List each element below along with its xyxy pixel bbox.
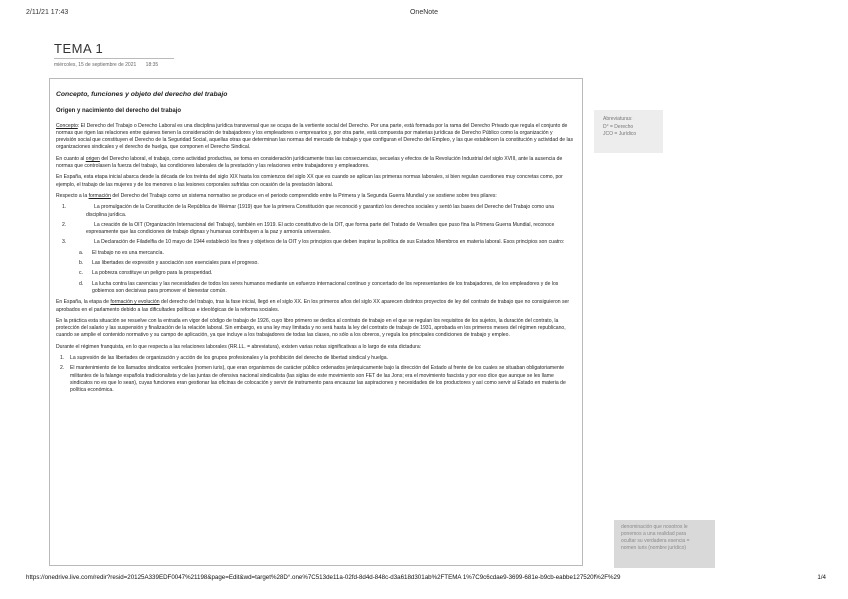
sublist-letter: d. <box>79 280 84 287</box>
list-item-text: La promulgación de la Constitución de la República de Weimar (1919) que fue la primera Constitución que reconoció y garantizó los derechos sociales y sentó las bases del Derecho del Trabajo como una disciplina jurídica. <box>86 204 555 218</box>
paragraph-codigo-1926: En la práctica esta situación se resuelve con la entrada en vigor del código de trabajo de 1926, cuyo libro primero se dedica al contrato de trabajo en el que se regulan los requisitos de los sujetos, la duración del contrato, la protección del salario y las suspensión y finalización de la relación laboral. Sin embargo, es una ley muy limitada y no será hasta la ley del contrato de trabajo de 1931, aprobada en los primeros meses del régimen republicano, cuando se amplie el contenido normativo y su campo de aplicación, ya que incluye a los trabajadores de todas las clases, no sólo a los obreros, y regula los principales condiciones de trabajo y empleo. <box>56 317 566 339</box>
paragraph-text: Respecto a la <box>56 192 89 199</box>
page-meta <box>54 62 158 68</box>
sublist-letter: c. <box>79 270 83 277</box>
term-concepto: Concepto <box>56 122 78 129</box>
sublist-letter: a. <box>79 249 84 256</box>
sublist-item-text: Las libertades de expresión y asociación son esenciales para el progreso. <box>92 260 259 267</box>
doc-subheading: Origen y nacimiento del derecho del trabajo <box>56 108 182 115</box>
paragraph-text: En España, la etapa de <box>56 299 111 306</box>
paragraph-origen <box>56 156 574 171</box>
side-note-nomen-iuris[interactable] <box>614 520 715 568</box>
sublist-item <box>56 270 574 277</box>
doc-heading: Concepto, funciones y objeto del derecho del trabajo <box>56 91 228 98</box>
sublist-item-text: La lucha contra las carencias y las necesidades de todos los seres humanos mediante un esfuerzo internacional continuo y concertado de los representantes de los trabajadores, de los empleadores y de los gobiernos son decisivas para promover el bienestar común. <box>92 280 559 294</box>
note-container[interactable] <box>49 78 583 566</box>
sublist-item <box>56 281 574 296</box>
side-note-line: ponemos a una realidad para <box>621 531 687 537</box>
list-item-text: La creación de la OIT (Organización Internacional del Trabajo), también en 1919. El acto constitutivo de la OIT, que forma parte del Tratado de Versalles que puso fina la Primera Guerra Mundial, reconoce expresamente que las condiciones de trabajo dignas y humanas contribuyen a la paz y armonía universales. <box>86 221 555 236</box>
paragraph-text: del derecho del trabajo, tras la fase inicial, llegó en el siglo XX. En los primeros años del siglo XX aparecen distintos proyectos de ley del contrato de trabajo que no consiguieron ser aprobados en el parlamento debido a las dificultades políticas e ideológicas de la reforma sociales. <box>56 299 570 313</box>
franquismo-list <box>56 355 574 394</box>
list-item <box>56 239 574 246</box>
side-note-line: Abreviaturas: <box>603 116 633 122</box>
term-formacion-evolucion: formación y evolución <box>110 299 160 306</box>
paragraph-evolucion <box>56 299 574 314</box>
page-time: 18:35 <box>145 62 159 68</box>
print-footer <box>26 574 826 581</box>
title-divider <box>54 58 174 59</box>
paragraph-concepto <box>56 123 574 152</box>
list-number: 1. <box>62 204 67 211</box>
side-note-line: ocultar su verdadera esencia = <box>621 538 690 544</box>
paragraph-franquismo: Durante el régimen franquista, en lo que respecta a las relaciones laborales (RR.LL. = abreviatura), existen varias notas significativas a lo largo de esta dictadura: <box>56 343 422 350</box>
side-note-line: D° = Derecho <box>603 123 634 130</box>
list-item-text: La Declaración de Filadelfia de 10 mayo de 1944 estableció los fines y objetivos de la OIT y los principios que deben inspirar la política de sus Estados Miembros en materia laboral. Esos principios son cuatro: <box>94 239 565 246</box>
sublist-letter: b. <box>79 260 84 267</box>
paragraph-text: : El Derecho del Trabajo o Derecho Laboral es una disciplina jurídica transversal que se ocupa de la vertiente social del Derecho. Por una parte, está formada por la rama del Derecho Privado que regula el conjunto de normas que rigen las relaciones entre quienes tienen la consideración de trabajadores y los empleadores o empresarios y, por otra parte, está compuesta por materias jurídicas de Derecho Público como la organización y previsión social que constituyen el Derecho de la Seguridad Social, aquellas otras que determinan las normas del mercado de trabajo y que configuran el Derecho del Empleo, y las que establecen la constitución y actividad de las organizaciones sindicales y el derecho de huelga, que componen el Derecho Sindical. <box>56 122 574 151</box>
sublist-item <box>56 250 574 257</box>
paragraph-text: del Derecho del Trabajo como un sistema normativo se produce en el periodo comprendido entre la Primera y la Segunda Guerra Mundial y se sostiene sobre tres pilares: <box>110 192 497 199</box>
list-item <box>56 222 574 237</box>
list-item <box>56 355 574 362</box>
print-app-name: OneNote <box>409 9 439 16</box>
page-number: 1/4 <box>814 574 826 581</box>
side-note-line: denominación que nosotros le <box>621 524 688 530</box>
list-item <box>56 365 574 394</box>
paragraph-text: En cuanto al <box>56 155 86 162</box>
side-note-abbreviations[interactable] <box>594 110 663 153</box>
sublist-item-text: La pobreza constituye un peligro para la prosperidad. <box>92 270 213 277</box>
sublist-item <box>56 260 574 267</box>
page-title[interactable]: TEMA 1 <box>54 41 104 56</box>
list-number: 1. <box>60 355 65 362</box>
term-formacion: formación <box>88 192 111 199</box>
list-item-text: La supresión de las libertades de organización y acción de los grupos profesionales y la prohibición del derecho de libertad sindical y huelga. <box>70 355 388 362</box>
side-note-line: JCO = Jurídico <box>603 131 637 137</box>
print-date: 2/11/21 17:43 <box>26 9 69 16</box>
print-header <box>26 9 822 21</box>
term-origen: origen <box>85 155 100 162</box>
list-number: 3. <box>62 239 67 246</box>
paragraph-text: del Derecho laboral, el trabajo, como actividad productiva, se toma en consideración jurídicamente tras las consecuencias, secuelas y efectos de la Revolución Industrial del siglo XVIII, ante la ausencia de normas que controlasen la fuerza del trabajo, las condiciones laborales de la prestación y las relaciones entre trabajadores y empleadores. <box>56 155 563 170</box>
numbered-list <box>56 204 574 295</box>
list-number: 2. <box>62 221 67 228</box>
page-url[interactable]: https://onedrive.live.com/redir?resid=20125A339EDF0047%21198&page=Edit&wd=target%28D°.one%7C513de11a-02fd-8d4d-848c-d3a618d301ab%2FTEMA 1%7C9c6cdae9-3699-681e-b9cb-eabbe127520f%2F%29 <box>26 574 621 581</box>
paragraph-formacion <box>56 193 574 200</box>
list-item <box>56 204 574 219</box>
side-note-line: nomen iuris (nombre jurídico) <box>621 545 687 551</box>
sublist-item-text: El trabajo no es una mercancía. <box>92 249 164 256</box>
paragraph-espana: En España, esta etapa inicial abarca desde la década de los treinta del siglo XIX hasta los comienzos del siglo XX que es cuando se aplican las primeras normas laborales, si bien regulan cuestiones muy concretas como, por ejemplo, el trabajo de las mujeres y de los menores o las lesiones corporales sufridas con ocasión de la prestación laboral. <box>56 174 563 188</box>
page-date: miércoles, 15 de septiembre de 2021 <box>54 62 137 68</box>
list-item-text: El mantenimiento de los llamados sindicatos verticales (nomen iuris), que eran organismos de carácter público ordenados jerárquicamente bajo la dirección del Estado al frente de los cuales se situaban obligatoriamente militantes de la falange española tradicionalista y de las juntas de ofensiva nacional sindicalista (las siglas de este movimiento son FET de las Jons; era el movimiento fascista y por eso dice que aunque se les llame sindicatos no es que lo sean), cuyas funciones eran gestionar las oficinas de colocación y servir de instrumento para encauzar las aspiraciones y necesidades de los productores y así como servir al Estado en materia de política económica. <box>70 365 566 394</box>
list-number: 2. <box>60 365 65 372</box>
